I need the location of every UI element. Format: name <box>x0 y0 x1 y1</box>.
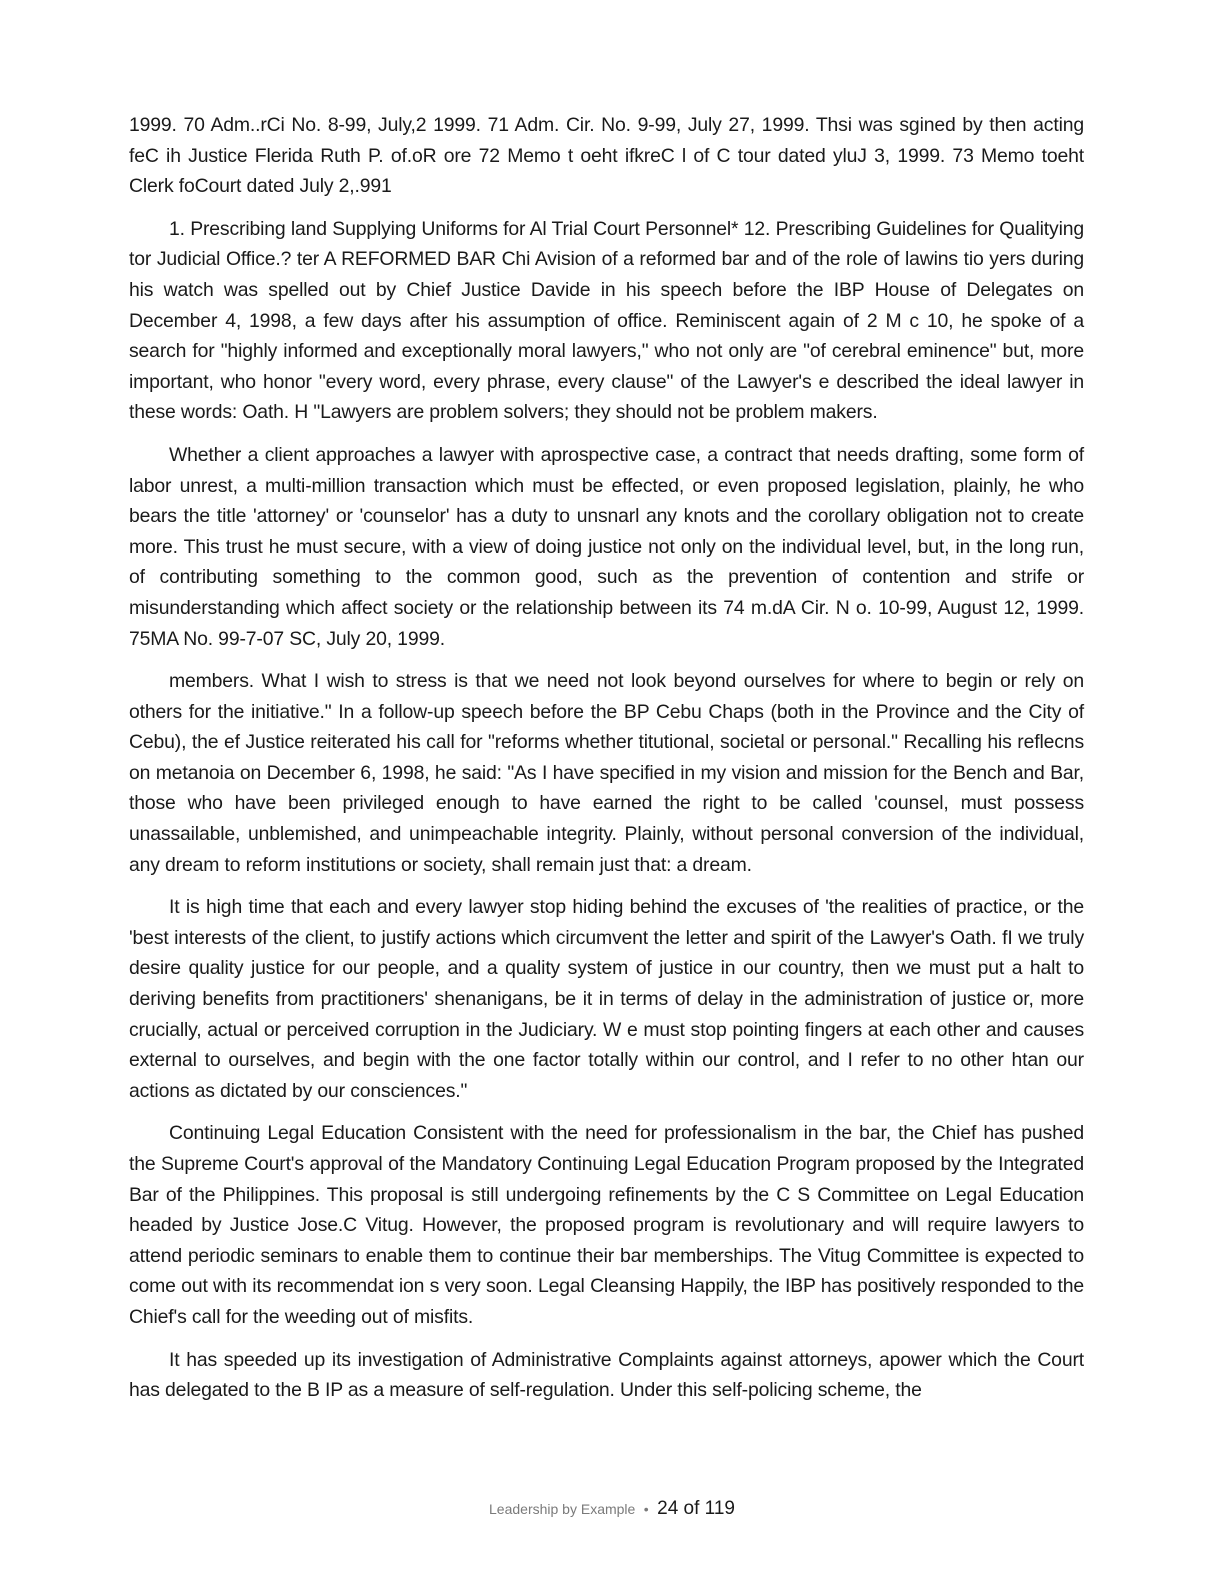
paragraph-footnote-continuation: 1999. 70 Adm..rCi No. 8-99, July,2 1999. 71 Adm. Cir. No. 9-99, July 27, 1999. Thsi was sgined by then acting feC ih Justice Flerida Ruth P. of.oR ore 72 Memo t oeht ifkreC l of C tour dated yluJ 3, 1999. 73 Memo toeht Clerk foCourt dated July 2,.991 <box>129 114 1084 198</box>
paragraph-continuing-legal-education: Continuing Legal Education Consistent with the need for professionalism in the bar, the Chief has pushed the Supreme Court's approval of the Mandatory Continuing Legal Education Program proposed by the Integrated Bar of the Philippines. This proposal is still undergoing refinements by the C S Committee on Legal Education headed by Justice Jose.C Vitug. However, the proposed program is revolutionary and will require lawyers to attend periodic seminars to enable them to continue their bar memberships. The Vitug Committee is expected to come out with its recommendat ion s very soon. Legal Cleansing Happily, the IBP has positively responded to the Chief's call for the weeding out of misfits. <box>129 1122 1084 1328</box>
paragraph-high-time: It is high time that each and every lawyer stop hiding behind the excuses of 'the realities of practice, or the 'best interests of the client, to justify actions which circumvent the letter and spirit of the Lawyer's Oath. fI we truly desire quality justice for our people, and a quality system of justice in our country, then we must put a halt to deriving benefits from practitioners' shenanigans, be it in terms of delay in the administration of justice or, more crucially, actual or perceived corruption in the Judiciary. W e must stop pointing fingers at each other and causes external to ourselves, and begin with the one factor totally within our control, and I refer to no other htan our actions as dictated by our consciences." <box>129 896 1084 1102</box>
paragraph-client-approach: Whether a client approaches a lawyer with aprospective case, a contract that needs drafting, some form of labor unrest, a multi-million transaction which must be effected, or even proposed legislation, plainly, he who bears the title 'attorney' or 'counselor' has a duty to unsnarl any knots and the corollary obligation not to create more. This trust he must secure, with a view of doing justice not only on the individual level, but, in the long run, of contributing something to the common good, such as the prevention of contention and strife or misunderstanding which affect society or the relationship between its 74 m.dA Cir. N o. 10-99, August 12, 1999. 75MA No. 99-7-07 SC, July 20, 1999. <box>129 443 1084 650</box>
paragraph-reformed-bar: 1. Prescribing land Supplying Uniforms for Al Trial Court Personnel* 12. Prescribing Guidelines for Qualitying tor Judicial Office.? ter A REFORMED BAR Chi Avision of a reformed bar and of the role of lawins tio yers during his watch was spelled out by Chief Justice Davide in his speech before the IBP House of Delegates on December 4, 1998, a few days after his assumption of office. Reminiscent again of 2 M c 10, he spoke of a search for "highly informed and exceptionally moral lawyers," who not only are "of cerebral eminence" but, more important, who honor "every word, every phrase, every clause" of the Lawyer's e described the ideal lawyer in these words: Oath. H "Lawyers are problem solvers; they should not be problem makers. <box>129 217 1084 424</box>
paragraph-investigation: It has speeded up its investigation of Administrative Complaints against attorneys, apower which the Court has delegated to the B IP as a measure of self-regulation. Under this self-policing scheme, the <box>129 1348 1084 1402</box>
document-body <box>129 110 1084 1418</box>
footer-title: Leadership by Example <box>489 1501 636 1517</box>
page-footer <box>0 1498 1224 1520</box>
page-number: 24 of 119 <box>657 1498 735 1519</box>
footer-separator: • <box>643 1501 649 1517</box>
paragraph-members: members. What I wish to stress is that we need not look beyond ourselves for where to begin or rely on others for the initiative." In a follow-up speech before the BP Cebu Chaps (both in the Province and the City of Cebu), the ef Justice reiterated his call for "reforms whether titutional, societal or personal." Recalling his reflecns on metanoia on December 6, 1998, he said: "As I have specified in my vision and mission for the Bench and Bar, those who have been privileged enough to have earned the right to be called 'counsel, must possess unassailable, unblemished, and unimpeachable integrity. Plainly, without personal conversion of the individual, any dream to reform institutions or society, shall remain just that: a dream. <box>129 670 1084 876</box>
